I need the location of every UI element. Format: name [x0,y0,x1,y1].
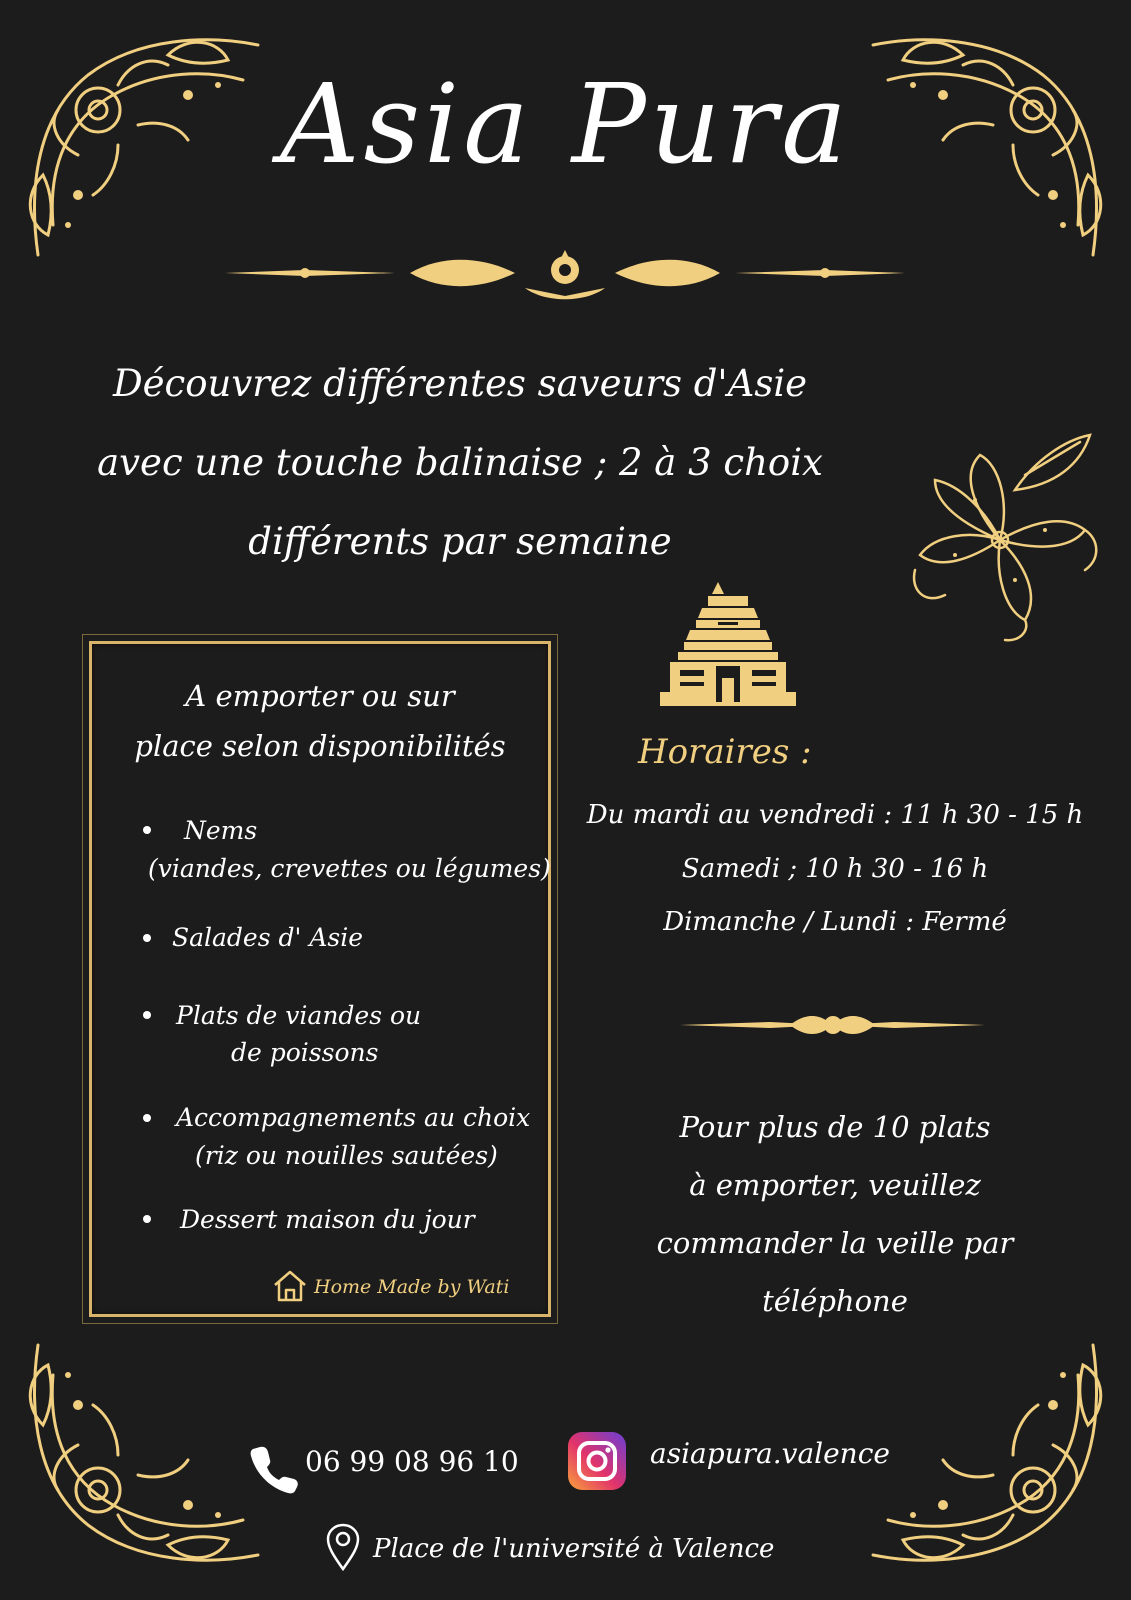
menu-bullet [143,934,151,942]
menu-item-dessert: Dessert maison du jour [180,1205,475,1234]
menu-item-plats-detail: de poissons [231,1038,379,1067]
menu-item-accompagnements-detail: (riz ou nouilles sautées) [195,1141,498,1170]
address: Place de l'université à Valence [373,1534,775,1564]
title-divider-ornament [225,248,905,308]
order-note-line-4: téléphone [762,1284,908,1318]
menu-heading-line-2: place selon disponibilités [134,729,506,763]
intro-line-1: Découvrez différentes saveurs d'Asie [112,362,808,405]
signature: Home Made by Wati [314,1276,510,1298]
intro-line-3: différents par semaine [248,520,672,563]
hours-saturday: Samedi ; 10 h 30 - 16 h [681,854,989,884]
hours-divider-ornament [680,1010,985,1040]
phone-number[interactable]: 06 99 08 96 10 [305,1445,519,1478]
menu-item-salades: Salades d' Asie [172,923,364,952]
home-icon [272,1268,308,1304]
corner-ornament-bottom-right [863,1335,1113,1575]
frangipani-flower-icon [905,430,1105,650]
menu-item-plats: Plats de viandes ou [176,1001,422,1030]
hours-closed: Dimanche / Lundi : Fermé [663,907,1007,937]
menu-heading-line-1: A emporter ou sur [185,679,455,713]
location-pin-icon [325,1522,361,1572]
balinese-temple-icon [660,582,796,710]
menu-bullet [143,826,151,834]
menu-item-accompagnements: Accompagnements au choix [176,1103,531,1132]
phone-icon [248,1443,300,1495]
corner-ornament-bottom-left [18,1335,268,1575]
menu-bullet [143,1215,151,1223]
menu-item-nems-detail: (viandes, crevettes ou légumes) [148,854,551,883]
order-note-line-2: à emporter, veuillez [689,1168,981,1202]
intro-line-2: avec une touche balinaise ; 2 à 3 choix [97,441,823,484]
hours-weekdays: Du mardi au vendredi : 11 h 30 - 15 h [586,800,1084,830]
order-note-line-1: Pour plus de 10 plats [679,1110,991,1144]
menu-bullet [143,1011,151,1019]
page-title: Asia Pura [280,60,851,188]
instagram-icon[interactable] [568,1432,626,1490]
hours-heading: Horaires : [638,732,812,772]
menu-item-nems: Nems [184,816,258,845]
menu-bullet [143,1114,151,1122]
instagram-handle[interactable]: asiapura.valence [650,1437,890,1470]
order-note-line-3: commander la veille par [656,1226,1014,1260]
